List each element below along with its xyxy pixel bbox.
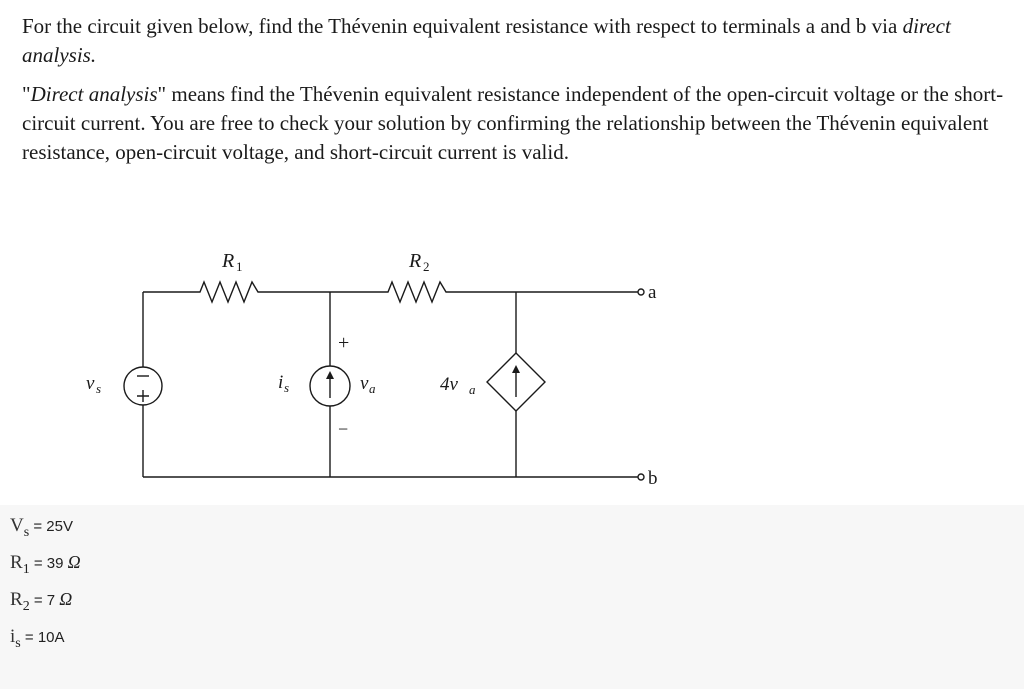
terminal-a-node [638, 289, 644, 295]
vs-plus-sign [137, 390, 149, 402]
vs-label: v [86, 373, 95, 394]
ohm-symbol: Ω [67, 552, 81, 572]
param-r1 [10, 547, 81, 584]
parameter-list [10, 510, 81, 658]
va-label: v [360, 373, 369, 394]
va-minus-sign: − [338, 419, 349, 439]
ohm-symbol: Ω [59, 589, 73, 609]
param-value: = 25V [29, 518, 73, 535]
va-plus-sign: + [338, 332, 350, 354]
resistor-r1 [196, 282, 262, 302]
problem-text: For the circuit given below, find the Thévenin equivalent resistance with respect to terminals a and b via [22, 14, 898, 38]
param-is [10, 621, 81, 658]
quote-open: " [22, 82, 31, 106]
r2-label: R [409, 250, 422, 272]
terminal-b-label: b [648, 468, 658, 489]
dependent-arrow-head [512, 365, 520, 373]
dependent-source-subscript: a [469, 382, 476, 397]
problem-emphasis-2: Direct analysis [30, 82, 158, 106]
is-label: i [278, 372, 284, 393]
current-arrow-head [326, 371, 334, 379]
param-subscript: 2 [22, 599, 30, 614]
param-value: = 7 [29, 592, 60, 609]
vs-subscript: s [96, 381, 102, 396]
param-value: = 10A [20, 629, 65, 646]
is-subscript: s [284, 380, 290, 395]
problem-text-2: " means find the Thévenin equivalent resistance independent of the open-circuit voltage or the short-circuit current. You are free to check your solution by confirming the relationship between the Thévenin equivalent resistance, open-circuit voltage, and short-circuit current is valid. [22, 82, 1004, 164]
param-subscript: s [15, 636, 21, 651]
resistor-r2 [384, 282, 452, 302]
param-symbol: R [10, 552, 23, 573]
terminal-a-label: a [648, 282, 657, 303]
r1-label: R [222, 250, 235, 272]
param-symbol: V [10, 515, 24, 536]
va-subscript: a [369, 381, 376, 396]
param-symbol: R [10, 589, 23, 610]
param-subscript: s [23, 525, 30, 540]
problem-emphasis: direct analysis. [22, 14, 951, 67]
param-symbol: i [10, 626, 16, 647]
terminal-b-node [638, 474, 644, 480]
wire-top-left [143, 292, 196, 477]
param-value: = 39 [29, 555, 68, 572]
param-r2 [10, 584, 81, 621]
dependent-source-label: 4v [440, 374, 458, 395]
r2-subscript: 2 [423, 259, 430, 274]
r1-subscript: 1 [236, 259, 243, 274]
param-subscript: 1 [22, 562, 30, 577]
param-vs [10, 510, 81, 547]
